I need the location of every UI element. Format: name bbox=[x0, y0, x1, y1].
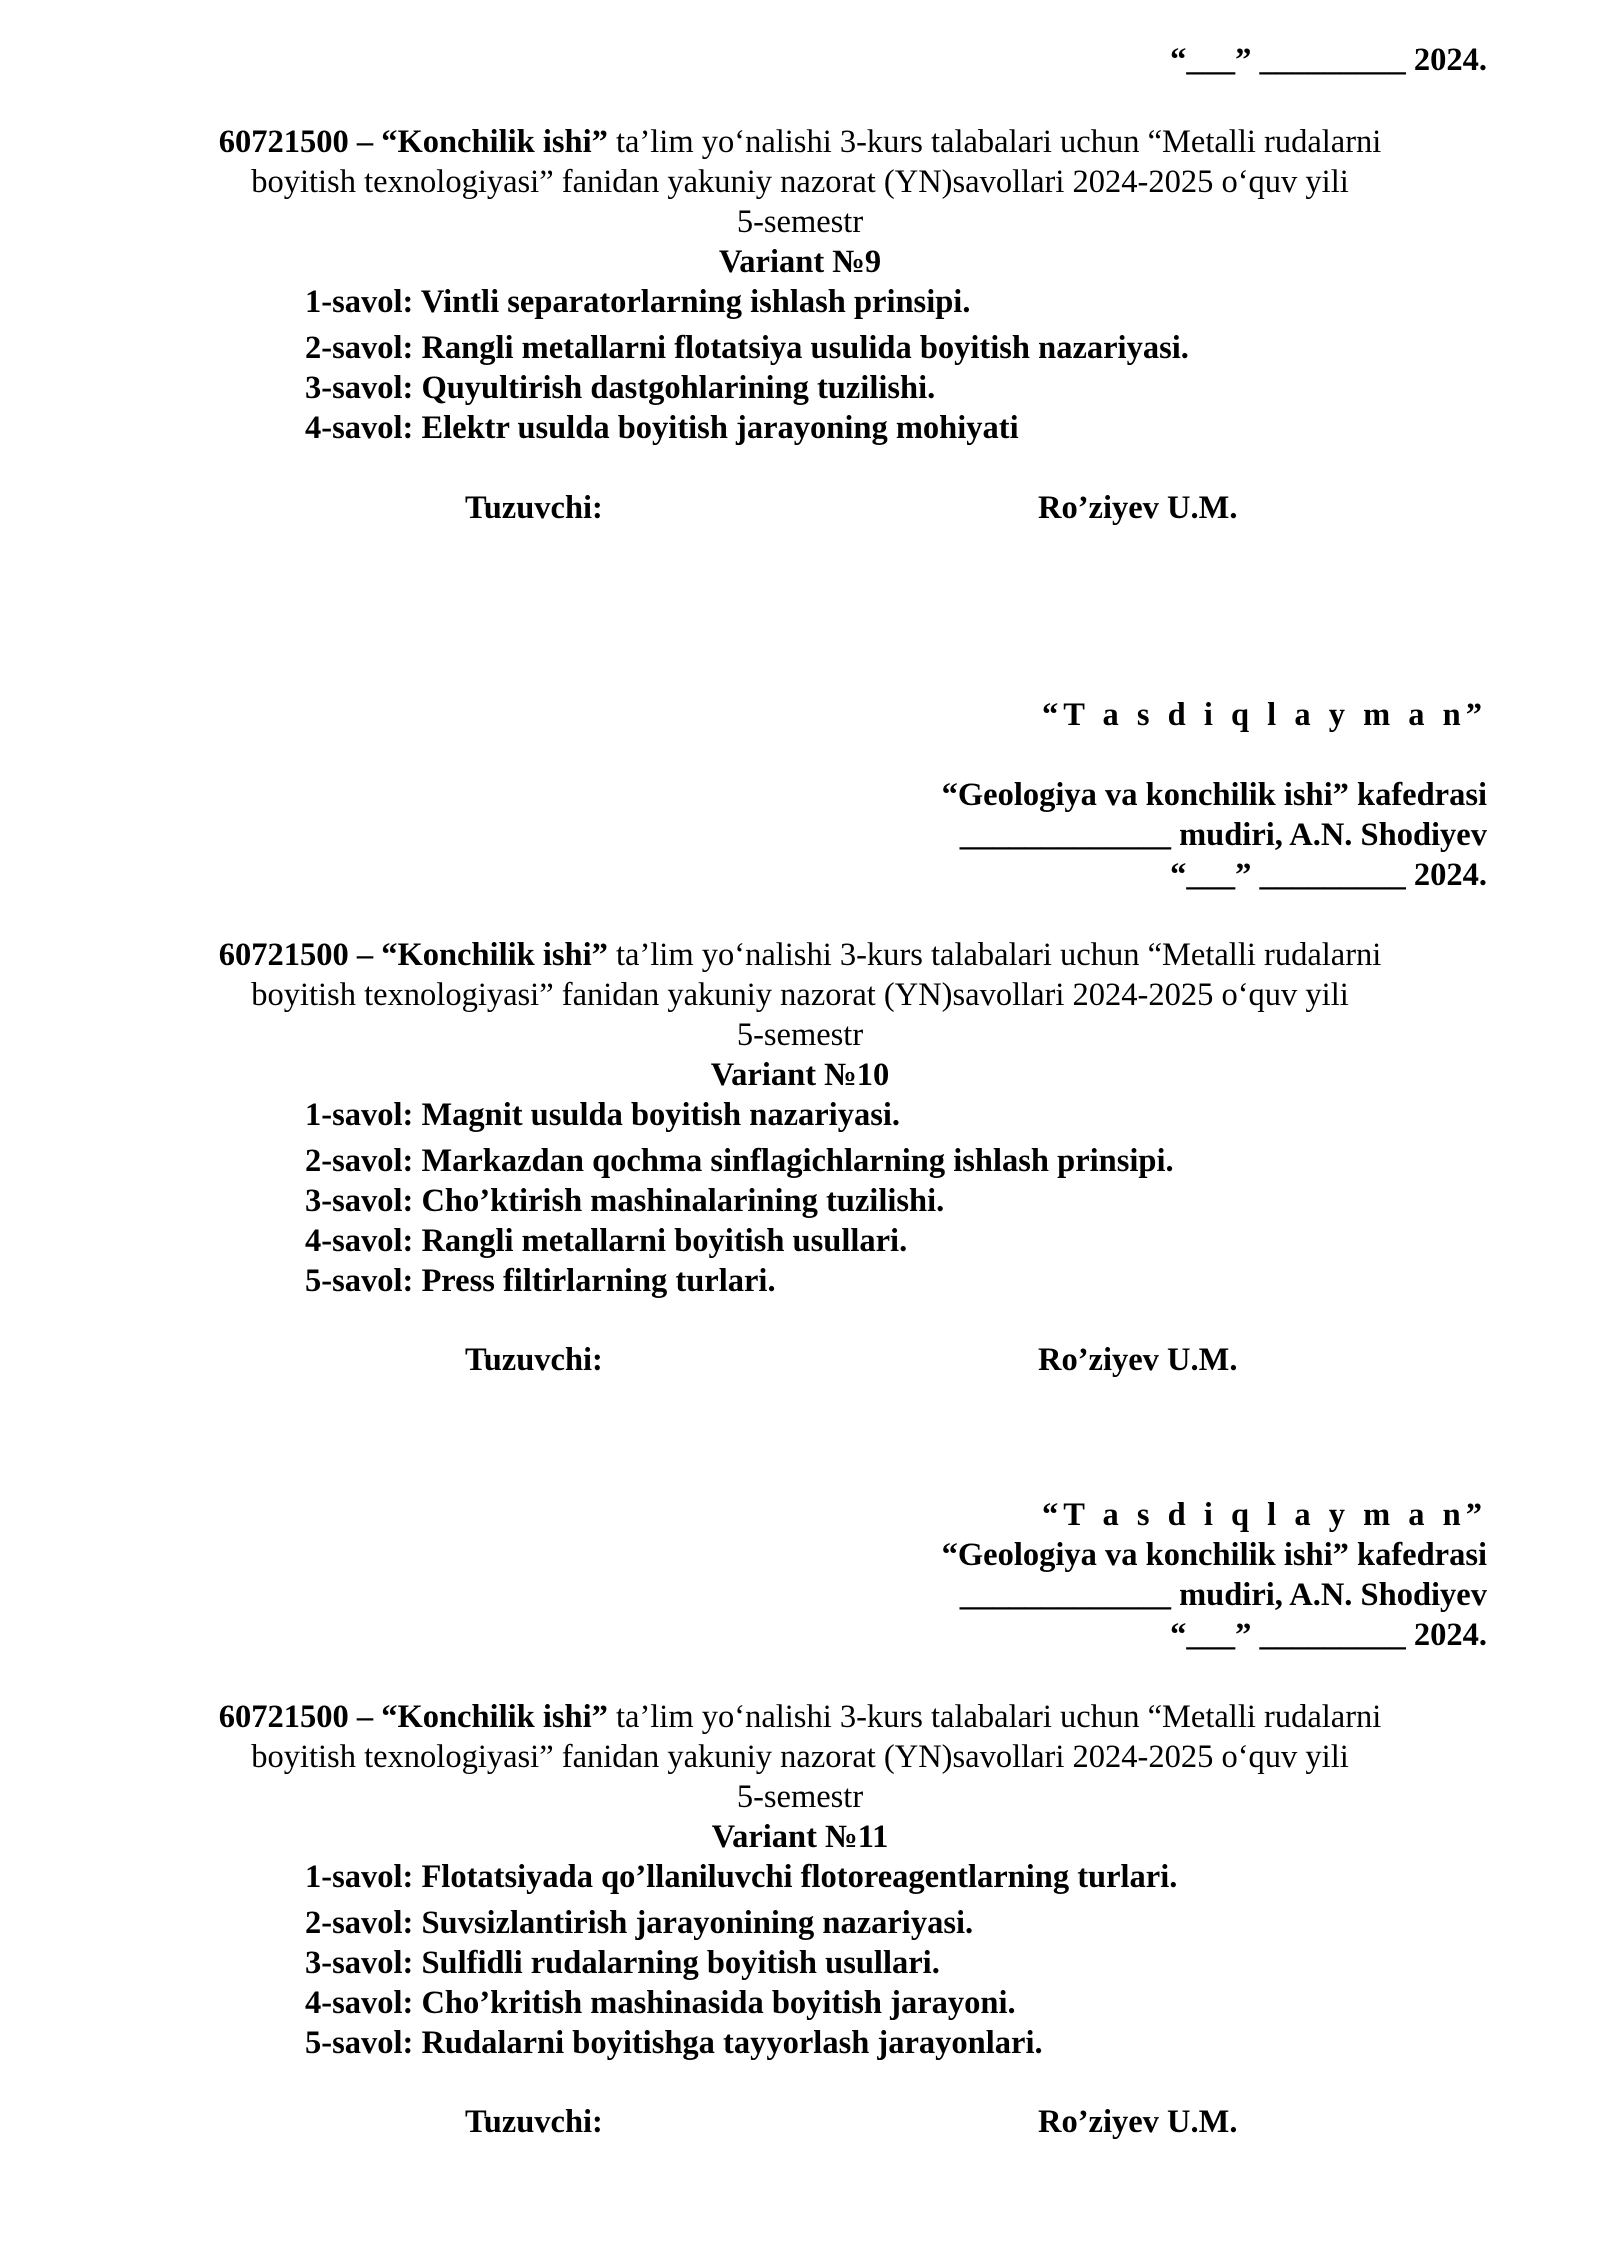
variant-title: Variant №9 bbox=[718, 244, 882, 280]
department-line: “Geologiya va konchilik ishi” kafedrasi bbox=[941, 1537, 1487, 1573]
question-text: Markazdan qochma sinflagichlarning ishlash prinsipi. bbox=[413, 1143, 1174, 1179]
question-item bbox=[0, 282, 1600, 328]
question-item bbox=[0, 368, 1600, 408]
question-item bbox=[0, 2023, 1600, 2063]
approval-title: “T a s d i q l a y m a n” bbox=[1042, 1497, 1487, 1533]
signature-label: Tuzuvchi: bbox=[465, 1342, 603, 1378]
question-list bbox=[0, 282, 1600, 448]
question-item bbox=[0, 1141, 1600, 1181]
header-line-1 bbox=[0, 935, 1600, 975]
question-text: Cho’kritish mashinasida boyitish jarayoni. bbox=[413, 1985, 1016, 2021]
question-label: 2-savol: bbox=[305, 1905, 414, 1941]
signature-name: Ro’ziyev U.M. bbox=[1038, 490, 1238, 526]
program-direction: “Konchilik ishi” bbox=[381, 124, 608, 160]
question-list bbox=[0, 1095, 1600, 1301]
question-item bbox=[0, 328, 1600, 368]
question-item bbox=[0, 408, 1600, 448]
program-direction: “Konchilik ishi” bbox=[381, 937, 608, 973]
header-line-1-rest: ta’lim yo‘nalishi 3-kurs talabalari uchun “Metalli rudalarni bbox=[607, 124, 1382, 160]
approval-block bbox=[0, 695, 1600, 735]
question-item bbox=[0, 1095, 1600, 1141]
question-text: Quyultirish dastgohlarining tuzilishi. bbox=[413, 370, 936, 406]
question-label: 5-savol: bbox=[305, 1263, 414, 1299]
approval-block bbox=[0, 1495, 1600, 1655]
question-item bbox=[0, 1943, 1600, 1983]
approval-title: “T a s d i q l a y m a n” bbox=[1042, 697, 1487, 733]
approval-date-line: “___” _________ 2024. bbox=[1170, 857, 1487, 893]
variant-header bbox=[0, 122, 1600, 282]
signature-line bbox=[0, 1340, 1600, 1380]
head-signature-line: _____________ mudiri, A.N. Shodiyev bbox=[959, 1577, 1487, 1613]
question-text: Rangli metallarni flotatsiya usulida boyitish nazariyasi. bbox=[413, 330, 1189, 366]
header-line-2: boyitish texnologiyasi” fanidan yakuniy nazorat (YN)savollari 2024-2025 o‘quv yili bbox=[251, 164, 1349, 200]
question-label: 2-savol: bbox=[305, 330, 414, 366]
question-text: Suvsizlantirish jarayonining nazariyasi. bbox=[413, 1905, 974, 1941]
question-text: Vintli separatorlarning ishlash prinsipi. bbox=[413, 284, 971, 320]
program-code: 60721500 – bbox=[218, 124, 374, 160]
question-item bbox=[0, 1221, 1600, 1261]
question-text: Rangli metallarni boyitish usullari. bbox=[413, 1223, 908, 1259]
approval-date-line: “___” _________ 2024. bbox=[1170, 1617, 1487, 1653]
question-label: 1-savol: bbox=[305, 1859, 414, 1895]
semester: 5-semestr bbox=[736, 1779, 864, 1815]
question-item bbox=[0, 1261, 1600, 1301]
question-text: Cho’ktirish mashinalarining tuzilishi. bbox=[413, 1183, 945, 1219]
signature-line bbox=[0, 2102, 1600, 2142]
header-line-1-rest: ta’lim yo‘nalishi 3-kurs talabalari uchun “Metalli rudalarni bbox=[607, 1699, 1382, 1735]
question-item bbox=[0, 1903, 1600, 1943]
signature-line bbox=[0, 488, 1600, 528]
program-direction: “Konchilik ishi” bbox=[381, 1699, 608, 1735]
variant-header bbox=[0, 1697, 1600, 1857]
question-text: Rudalarni boyitishga tayyorlash jarayonlari. bbox=[413, 2025, 1043, 2061]
program-code: 60721500 – bbox=[218, 1699, 374, 1735]
question-label: 1-savol: bbox=[305, 1097, 414, 1133]
question-text: Press filtirlarning turlari. bbox=[413, 1263, 776, 1299]
question-item bbox=[0, 1857, 1600, 1903]
question-label: 2-savol: bbox=[305, 1143, 414, 1179]
question-label: 3-savol: bbox=[305, 370, 414, 406]
header-line-1 bbox=[0, 122, 1600, 162]
signature-name: Ro’ziyev U.M. bbox=[1038, 2104, 1238, 2140]
question-text: Elektr usulda boyitish jarayoning mohiyati bbox=[413, 410, 1019, 446]
question-item bbox=[0, 1181, 1600, 1221]
semester: 5-semestr bbox=[736, 204, 864, 240]
question-label: 4-savol: bbox=[305, 1223, 414, 1259]
variant-header bbox=[0, 935, 1600, 1095]
question-label: 4-savol: bbox=[305, 410, 414, 446]
question-item bbox=[0, 1983, 1600, 2023]
header-line-2: boyitish texnologiyasi” fanidan yakuniy nazorat (YN)savollari 2024-2025 o‘quv yili bbox=[251, 1739, 1349, 1775]
signature-label: Tuzuvchi: bbox=[465, 2104, 603, 2140]
header-line-1-rest: ta’lim yo‘nalishi 3-kurs talabalari uchun “Metalli rudalarni bbox=[607, 937, 1382, 973]
question-label: 1-savol: bbox=[305, 284, 414, 320]
variant-title: Variant №11 bbox=[711, 1819, 889, 1855]
program-code: 60721500 – bbox=[218, 937, 374, 973]
question-text: Sulfidli rudalarning boyitish usullari. bbox=[413, 1945, 940, 1981]
question-text: Flotatsiyada qo’llaniluvchi flotoreagentlarning turlari. bbox=[413, 1859, 1178, 1895]
department-line: “Geologiya va konchilik ishi” kafedrasi bbox=[941, 777, 1487, 813]
signature-name: Ro’ziyev U.M. bbox=[1038, 1342, 1238, 1378]
approval-details bbox=[0, 775, 1600, 895]
question-label: 3-savol: bbox=[305, 1945, 414, 1981]
header-line-2: boyitish texnologiyasi” fanidan yakuniy nazorat (YN)savollari 2024-2025 o‘quv yili bbox=[251, 977, 1349, 1013]
head-signature-line: _____________ mudiri, A.N. Shodiyev bbox=[959, 817, 1487, 853]
question-label: 4-savol: bbox=[305, 1985, 414, 2021]
question-label: 5-savol: bbox=[305, 2025, 414, 2061]
question-list bbox=[0, 1857, 1600, 2063]
question-label: 3-savol: bbox=[305, 1183, 414, 1219]
signature-label: Tuzuvchi: bbox=[465, 490, 603, 526]
question-text: Magnit usulda boyitish nazariyasi. bbox=[413, 1097, 901, 1133]
variant-title: Variant №10 bbox=[710, 1057, 890, 1093]
semester: 5-semestr bbox=[736, 1017, 864, 1053]
header-line-1 bbox=[0, 1697, 1600, 1737]
